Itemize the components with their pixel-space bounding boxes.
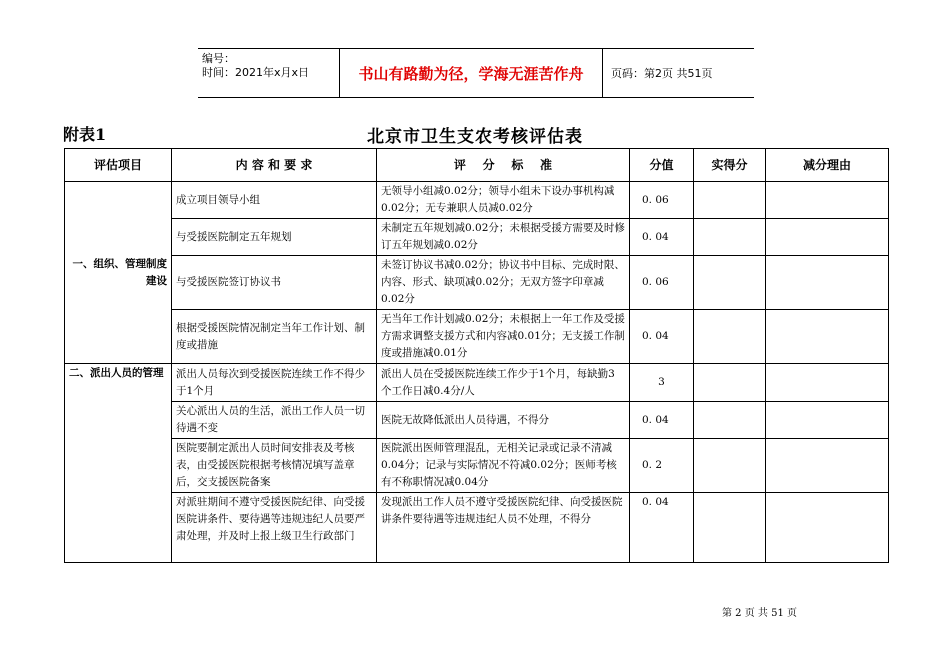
- table-row: [65, 219, 889, 256]
- row-criteria: 医院派出医师管理混乱，无相关记录或记录不清减0.04分；记录与实际情况不符减0.02分；医师考核有不称职情况减0.04分: [377, 439, 630, 493]
- document-header: [198, 48, 754, 98]
- row-score: 0. 2: [630, 439, 694, 493]
- table-row: [65, 402, 889, 439]
- table-row: [65, 256, 889, 310]
- row-criteria: 未制定五年规划减0.02分；未根据受援方需要及时修订五年规划减0.02分: [377, 219, 630, 256]
- group-item: 一、组织、管理制度建设: [65, 182, 172, 364]
- row-content: 与受援医院制定五年规划: [172, 219, 377, 256]
- number-label: 编号：: [202, 52, 235, 65]
- header-score: 分值: [630, 149, 694, 182]
- row-criteria: 无领导小组减0.02分；领导小组未下设办事机构减0.02分；无专兼职人员减0.02分: [377, 182, 630, 219]
- row-reason[interactable]: [766, 493, 889, 563]
- row-score: 3: [630, 364, 694, 402]
- row-reason[interactable]: [766, 310, 889, 364]
- row-content: 与受援医院签订协议书: [172, 256, 377, 310]
- row-content: 成立项目领导小组: [172, 182, 377, 219]
- row-score: 0. 04: [630, 493, 694, 563]
- row-criteria: 发现派出工作人员不遵守受援医院纪律、向受援医院讲条件要待遇等违规违纪人员不处理，不得分: [377, 493, 630, 563]
- header-item: 评估项目: [65, 149, 172, 182]
- row-reason[interactable]: [766, 439, 889, 493]
- header-slogan: 书山有路勤为径，学海无涯苦作舟: [340, 49, 603, 97]
- row-content: 根据受援医院情况制定当年工作计划、制度或措施: [172, 310, 377, 364]
- header-actual: 实得分: [694, 149, 766, 182]
- row-reason[interactable]: [766, 219, 889, 256]
- table-row: [65, 493, 889, 563]
- row-content: 对派驻期间不遵守受援医院纪律、向受援医院讲条件、要待遇等违规违纪人员要严肃处理，并及时上报上级卫生行政部门: [172, 493, 377, 563]
- header-page-code: 页码：第2页 共51页: [611, 67, 713, 80]
- row-criteria: 派出人员在受援医院连续工作少于1个月，每缺勤3个工作日减0.4分/人: [377, 364, 630, 402]
- row-content: 关心派出人员的生活，派出工作人员一切待遇不变: [172, 402, 377, 439]
- annex-label: 附表1: [63, 125, 107, 144]
- row-actual[interactable]: [694, 256, 766, 310]
- row-score: 0. 04: [630, 310, 694, 364]
- row-score: 0. 04: [630, 402, 694, 439]
- page-footer: 第 2 页 共 51 页: [722, 608, 797, 619]
- row-actual[interactable]: [694, 310, 766, 364]
- row-content: 医院要制定派出人员时间安排表及考核表，由受援医院根据考核情况填写盖章后，交支援医院备案: [172, 439, 377, 493]
- table-row: [65, 439, 889, 493]
- row-criteria: 医院无故降低派出人员待遇，不得分: [377, 402, 630, 439]
- table-header-row: [65, 149, 889, 182]
- row-reason[interactable]: [766, 364, 889, 402]
- header-meta: [198, 49, 340, 97]
- group-item: 二、派出人员的管理: [65, 364, 172, 563]
- row-reason[interactable]: [766, 256, 889, 310]
- row-actual[interactable]: [694, 439, 766, 493]
- row-score: 0. 06: [630, 182, 694, 219]
- row-score: 0. 06: [630, 256, 694, 310]
- row-actual[interactable]: [694, 364, 766, 402]
- row-score: 0. 04: [630, 219, 694, 256]
- page-title: 北京市卫生支农考核评估表: [367, 127, 583, 147]
- row-content: 派出人员每次到受援医院连续工作不得少于1个月: [172, 364, 377, 402]
- row-actual[interactable]: [694, 493, 766, 563]
- time-label: 时间：2021年x月x日: [202, 66, 310, 79]
- row-reason[interactable]: [766, 402, 889, 439]
- row-actual[interactable]: [694, 182, 766, 219]
- header-content: 内 容 和 要 求: [172, 149, 377, 182]
- row-actual[interactable]: [694, 402, 766, 439]
- table-row: [65, 182, 889, 219]
- row-actual[interactable]: [694, 219, 766, 256]
- row-criteria: 未签订协议书减0.02分；协议书中目标、完成时限、内容、形式、缺项减0.02分；无双方签字印章减0.02分: [377, 256, 630, 310]
- row-reason[interactable]: [766, 182, 889, 219]
- evaluation-table: [64, 148, 889, 563]
- header-reason: 减分理由: [766, 149, 889, 182]
- table-row: [65, 310, 889, 364]
- header-criteria: 评 分 标 准: [377, 149, 630, 182]
- table-row: [65, 364, 889, 402]
- row-criteria: 无当年工作计划减0.02分；未根据上一年工作及受援方需求调整支援方式和内容减0.01分；无支援工作制度或措施减0.01分: [377, 310, 630, 364]
